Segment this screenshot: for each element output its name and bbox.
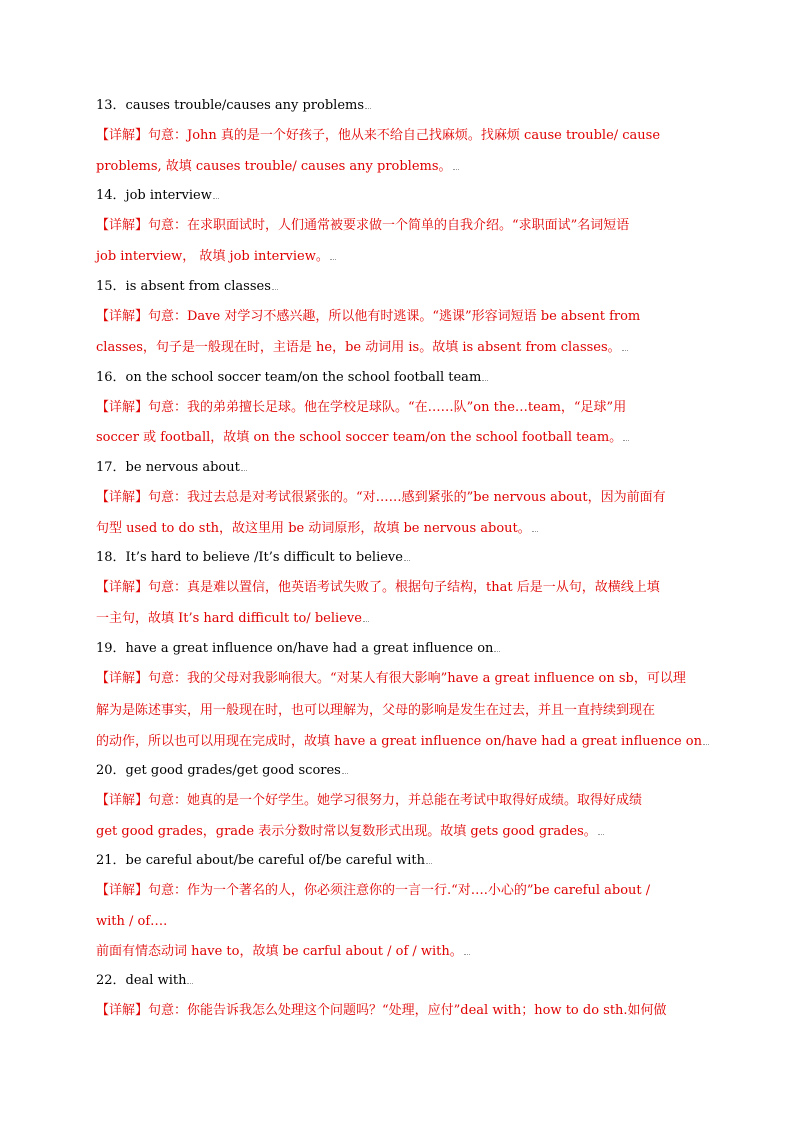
- explanation-21-line-2: with / of….: [96, 914, 168, 929]
- answer-21: 21．be careful about/be careful of/be careful with: [96, 853, 708, 869]
- explanation-18-line-1: 【详解】句意：真是难以置信，他英语考试失败了。根据句子结构，that 后是一从句，故横线上填: [96, 580, 660, 595]
- explanation-15-line-1: 【详解】句意：Dave 对学习不感兴趣，所以他有时逃课。“逃课”形容词短语 be absent from: [96, 309, 641, 324]
- explanation-19-line-3: 的动作，所以也可以用现在完成时，故填 have a great influence on/have had a great influence on: [96, 734, 708, 750]
- explanation-21-line-1: 【详解】句意：作为一个著名的人，你必须注意你的一言一行.“对….小心的”be careful about /: [96, 883, 651, 898]
- answer-15: 15．is absent from classes: [96, 279, 708, 295]
- answer-22: 22．deal with: [96, 973, 708, 989]
- answer-17: 17．be nervous about: [96, 460, 708, 476]
- explanation-19-line-1: 【详解】句意：我的父母对我影响很大。“对某人有很大影响”have a great influence on sb，可以理: [96, 671, 686, 686]
- explanation-15-line-2: classes，句子是一般现在时，主语是 he，be 动词用 is。故填 is absent from classes。: [96, 340, 708, 356]
- answer-19: 19．have a great influence on/have had a great influence on: [96, 641, 708, 657]
- explanation-21-line-3: 前面有情态动词 have to，故填 be carful about / of / with。: [96, 944, 708, 960]
- explanation-20-line-2: get good grades，grade 表示分数时常以复数形式出现。故填 gets good grades。: [96, 824, 708, 840]
- answer-20: 20．get good grades/get good scores: [96, 763, 708, 779]
- explanation-13-line-2: problems, 故填 causes trouble/ causes any problems。: [96, 159, 708, 175]
- explanation-17-line-1: 【详解】句意：我过去总是对考试很紧张的。“对……感到紧张的”be nervous about，因为前面有: [96, 490, 666, 505]
- answer-14: 14．job interview: [96, 188, 708, 204]
- explanation-17-line-2: 句型 used to do sth，故这里用 be 动词原形，故填 be nervous about。: [96, 521, 708, 537]
- answer-18: 18．It’s hard to believe /It’s difficult to believe: [96, 550, 708, 566]
- explanation-22-line-1: 【详解】句意：你能告诉我怎么处理这个问题吗？“处理，应付”deal with；how to do sth.如何做: [96, 1003, 667, 1018]
- answer-16: 16．on the school soccer team/on the school football team: [96, 370, 708, 386]
- explanation-18-line-2: 一主句，故填 It’s hard difficult to/ believe: [96, 611, 708, 627]
- explanation-14-line-1: 【详解】句意：在求职面试时，人们通常被要求做一个简单的自我介绍。“求职面试”名词短语: [96, 218, 630, 233]
- explanation-13-line-1: 【详解】句意：John 真的是一个好孩子，他从来不给自己找麻烦。找麻烦 cause trouble/ cause: [96, 128, 661, 143]
- explanation-14-line-2: job interview， 故填 job interview。: [96, 249, 708, 265]
- explanation-19-line-2: 解为是陈述事实，用一般现在时，也可以理解为，父母的影响是发生在过去，并且一直持续到现在: [96, 703, 656, 718]
- explanation-20-line-1: 【详解】句意：她真的是一个好学生。她学习很努力，并总能在考试中取得好成绩。取得好成绩: [96, 793, 643, 808]
- explanation-16-line-2: soccer 或 football，故填 on the school soccer team/on the school football team。: [96, 430, 708, 446]
- explanation-16-line-1: 【详解】句意：我的弟弟擅长足球。他在学校足球队。“在……队”on the…team，“足球”用: [96, 400, 627, 415]
- answer-13: 13．causes trouble/causes any problems: [96, 98, 708, 114]
